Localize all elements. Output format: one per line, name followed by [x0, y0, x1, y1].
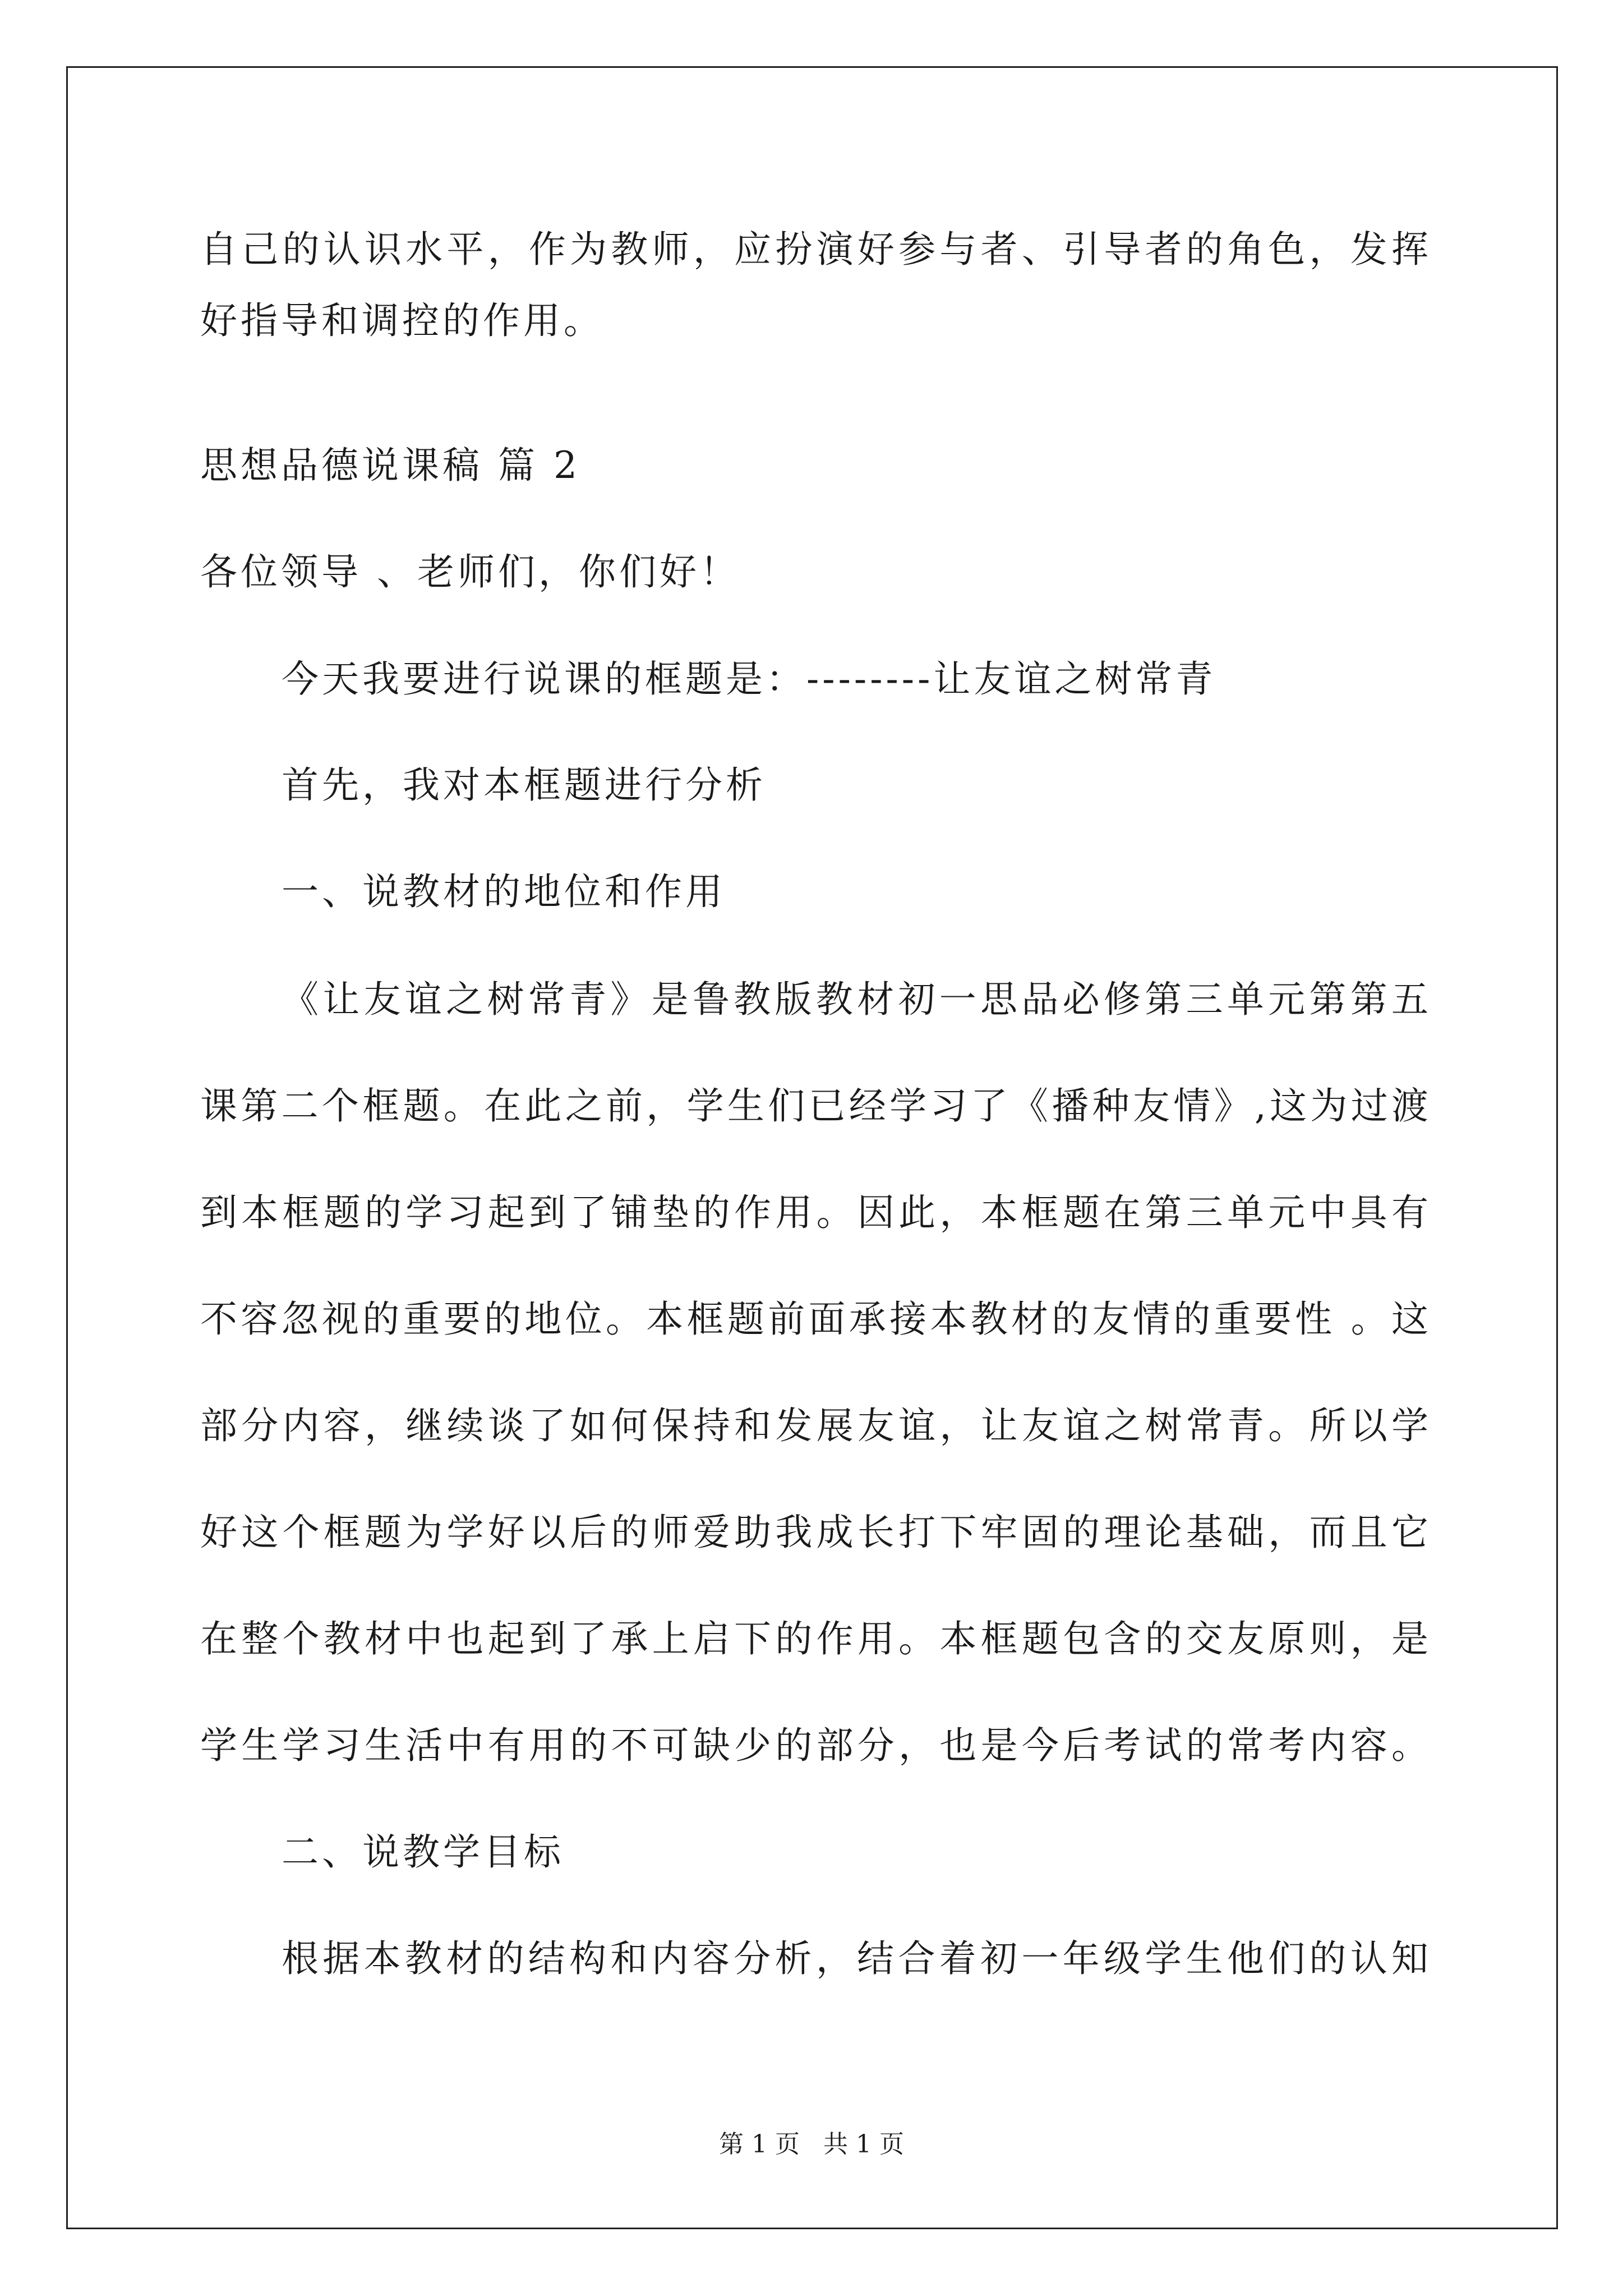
page-footer: [0, 2129, 1623, 2160]
body-line: 《让友谊之树常青》是鲁教版教材初一思品必修第三单元第第五: [282, 978, 1428, 1021]
page-number: 第 1 页: [719, 2130, 800, 2159]
body-line: 自己的认识水平，作为教师，应扮演好参与者、引导者的角色，发挥: [200, 228, 1428, 271]
body-line: 今天我要进行说课的框题是：--------让友谊之树常青: [282, 657, 1216, 701]
page-total: 共 1 页: [823, 2130, 904, 2159]
body-line: 在整个教材中也起到了承上启下的作用。本框题包含的交友原则，是: [200, 1617, 1428, 1660]
body-line: 课第二个框题。在此之前，学生们已经学习了《播种友情》,这为过渡: [200, 1084, 1428, 1128]
greeting-line: 各位领导 、老师们，你们好！: [200, 550, 740, 593]
body-line: 到本框题的学习起到了铺垫的作用。因此，本框题在第三单元中具有: [200, 1191, 1428, 1234]
body-line: 好指导和调控的作用。: [200, 299, 604, 342]
body-line: 好这个框题为学好以后的师爱助我成长打下牢固的理论基础，而且它: [200, 1511, 1428, 1554]
body-line: 首先，我对本框题进行分析: [282, 763, 766, 807]
body-line: 不容忽视的重要的地位。本框题前面承接本教材的友情的重要性 。这: [200, 1297, 1428, 1341]
page-border: [66, 66, 1558, 2229]
body-line: 根据本教材的结构和内容分析，结合着初一年级学生他们的认知: [282, 1937, 1428, 1980]
body-line: 部分内容，继续谈了如何保持和发展友谊，让友谊之树常青。所以学: [200, 1404, 1428, 1447]
section-heading: 思想品德说课稿 篇 2: [200, 444, 580, 487]
subheading: 二、说教学目标: [282, 1830, 564, 1874]
subheading: 一、说教材的地位和作用: [282, 870, 726, 913]
body-line: 学生学习生活中有用的不可缺少的部分，也是今后考试的常考内容。: [200, 1724, 1428, 1767]
